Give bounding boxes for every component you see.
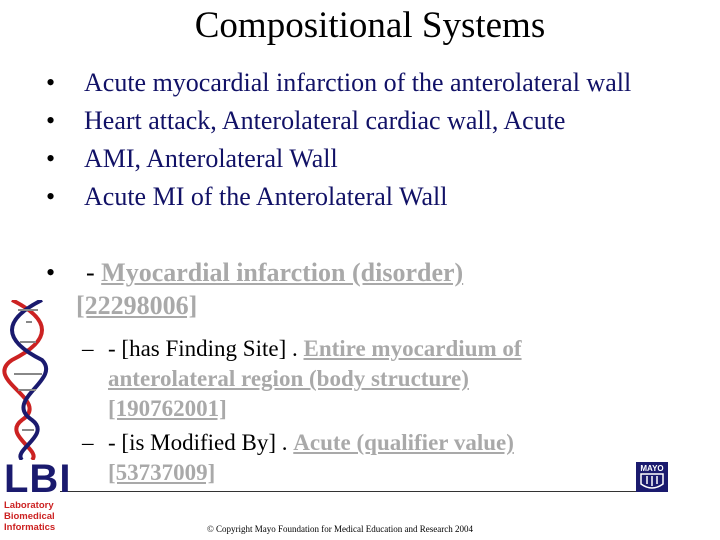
list-item [46,64,631,102]
relation-prefix: - [is Modified By] . [108,430,294,455]
bullet: • [46,258,56,287]
slide-title: Compositional Systems [194,5,546,46]
dna-helix-icon [2,300,58,460]
synonym-text: Acute myocardial infarction of the anterolateral wall [84,68,632,97]
finding-site-link-cont[interactable]: anterolateral region (body structure) [108,366,469,391]
finding-site-link[interactable]: Entire myocardium of [303,336,522,361]
mayo-logo-icon [636,462,668,492]
synonym-list [46,64,631,216]
footer-rule [60,491,640,492]
lbi-line: Biomedical [4,511,55,522]
list-item [46,140,631,178]
synonym-text: Heart attack, Anterolateral cardiac wall, Acute [84,106,566,135]
relation-modified-by [82,428,642,488]
qualifier-link[interactable]: Acute (qualifier value) [293,430,514,455]
bullet: • [46,144,56,173]
relation-prefix: - [has Finding Site] . [108,336,304,361]
concept-code-link[interactable]: [22298006] [76,291,198,320]
lbi-letters: LBI [4,457,72,501]
copyright-text: © Copyright Mayo Foundation for Medical Education and Research 2004 [206,524,474,534]
list-item [46,102,631,140]
lbi-logo [4,458,71,533]
qualifier-code-link[interactable]: [53737009] [108,460,216,485]
dash: – [82,336,94,361]
finding-site-code-link[interactable]: [190762001] [108,396,227,421]
bullet: • [46,182,56,211]
relation-finding-site [82,334,642,424]
dash: – [82,430,94,455]
lbi-line: Informatics [4,522,56,533]
concept-link[interactable]: Myocardial infarction (disorder) [101,258,464,287]
concept-bullet [46,256,606,322]
lbi-line: Laboratory [4,500,54,511]
bullet: • [46,68,56,97]
synonym-text: AMI, Anterolateral Wall [84,144,338,173]
bullet: • [46,106,56,135]
synonym-text: Acute MI of the Anterolateral Wall [84,182,448,211]
concept-prefix: - [86,258,102,287]
mayo-logo-text: MAYO [640,464,664,473]
list-item [46,178,631,216]
